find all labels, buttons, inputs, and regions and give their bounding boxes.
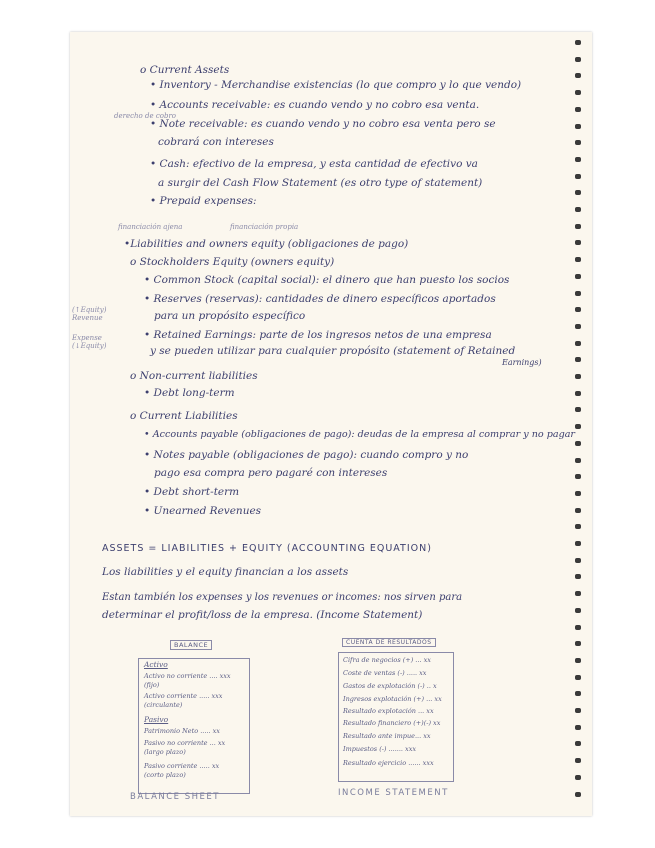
binding-hole xyxy=(575,73,581,78)
binding-hole xyxy=(575,107,581,112)
balance-entry: Patrimonio Neto ..... xx xyxy=(144,727,220,735)
binding-hole xyxy=(575,224,581,229)
binding-hole xyxy=(575,625,581,630)
income-entry: Resultado ante impue... xx xyxy=(343,732,431,740)
binding-hole xyxy=(575,775,581,780)
note-line: o Non-current liabilities xyxy=(130,370,258,382)
note-line: • Note receivable: es cuando vendo y no cobro esa venta pero se xyxy=(150,118,496,130)
margin-note-revenue: (↑Equity) Revenue xyxy=(72,306,107,322)
binding-hole xyxy=(575,124,581,129)
binding-hole xyxy=(575,524,581,529)
balance-entry: (circulante) xyxy=(144,701,183,709)
binding-hole xyxy=(575,458,581,463)
note-line: • Reserves (reservas): cantidades de dinero específicos aportados xyxy=(144,293,496,305)
binding-hole xyxy=(575,90,581,95)
binding-hole xyxy=(575,357,581,362)
binding-hole xyxy=(575,441,581,446)
binding-hole xyxy=(575,741,581,746)
binding-hole xyxy=(575,40,581,45)
binding-hole xyxy=(575,140,581,145)
binding-hole xyxy=(575,424,581,429)
balance-entry: (corto plazo) xyxy=(144,771,186,779)
note-line: a surgir del Cash Flow Statement (es otro type of statement) xyxy=(158,177,483,189)
note-line: Earnings) xyxy=(502,358,542,367)
note-line: determinar el profit/loss de la empresa. (Income Statement) xyxy=(102,609,423,621)
note-line: • Accounts receivable: es cuando vendo y no cobro esa venta. xyxy=(150,99,480,111)
accounting-equation: ASSETS = LIABILITIES + EQUITY (ACCOUNTING EQUATION) xyxy=(102,543,432,554)
margin-note-text: derecho de cobro xyxy=(114,112,177,120)
binding-hole xyxy=(575,374,581,379)
binding-hole xyxy=(575,691,581,696)
note-line: Estan también los expenses y los revenues or incomes: nos sirven para xyxy=(102,592,463,603)
spiral-binding xyxy=(569,40,589,810)
note-line: cobrará con intereses xyxy=(158,136,274,148)
note-heading: •Liabilities and owners equity (obligaciones de pago) xyxy=(124,238,409,250)
balance-entry: Activo xyxy=(144,660,168,669)
binding-hole xyxy=(575,708,581,713)
margin-note-financiacion-ajena: financiación ajena xyxy=(118,223,183,231)
binding-hole xyxy=(575,324,581,329)
balance-entry: Pasivo corriente ..... xx xyxy=(144,762,220,770)
income-statement-title: CUENTA DE RESULTADOS xyxy=(342,638,436,647)
income-entry: Resultado financiero (+)(-) xx xyxy=(343,719,441,727)
binding-hole xyxy=(575,658,581,663)
note-line: • Notes payable (obligaciones de pago): cuando compro y no xyxy=(144,449,469,461)
balance-sheet-caption: BALANCE SHEET xyxy=(130,792,220,802)
binding-hole xyxy=(575,174,581,179)
note-line: • Cash: efectivo de la empresa, y esta cantidad de efectivo va xyxy=(150,158,478,170)
income-entry: Resultado ejercicio ...... xxx xyxy=(343,759,434,767)
balance-entry: (largo plazo) xyxy=(144,748,186,756)
binding-hole xyxy=(575,591,581,596)
income-entry: Gastos de explotación (-) .. x xyxy=(343,682,437,690)
balance-entry: Pasivo no corriente ... xx xyxy=(144,739,226,747)
note-line: • Debt long-term xyxy=(144,387,235,399)
note-line: • Prepaid expenses: xyxy=(150,195,257,207)
income-entry: Ingresos explotación (+) ... xx xyxy=(343,695,442,703)
income-entry: Coste de ventas (-) ..... xx xyxy=(343,669,427,677)
note-line: o Current Liabilities xyxy=(130,410,238,422)
binding-hole xyxy=(575,541,581,546)
binding-hole xyxy=(575,240,581,245)
binding-hole xyxy=(575,407,581,412)
notebook-page xyxy=(70,32,592,816)
binding-hole xyxy=(575,274,581,279)
income-statement-caption: INCOME STATEMENT xyxy=(338,788,449,798)
binding-hole xyxy=(575,675,581,680)
binding-hole xyxy=(575,257,581,262)
balance-entry: (fijo) xyxy=(144,681,160,689)
note-line: para un propósito específico xyxy=(154,310,306,322)
binding-hole xyxy=(575,558,581,563)
binding-hole xyxy=(575,341,581,346)
balance-entry: Activo no corriente .... xxx xyxy=(144,672,231,680)
balance-entry: Pasivo xyxy=(144,715,169,724)
note-line: o Stockholders Equity (owners equity) xyxy=(130,256,335,268)
note-line: • Unearned Revenues xyxy=(144,505,262,517)
note-line: • Debt short-term xyxy=(144,486,240,498)
income-entry: Impuestos (-) ....... xxx xyxy=(343,745,417,753)
balance-sheet-title: BALANCE xyxy=(170,640,212,650)
income-entry: Cifra de negocios (+) ... xx xyxy=(343,656,431,664)
note-line: • Inventory - Merchandise existencias (lo que compro y lo que vendo) xyxy=(150,79,522,91)
margin-note-expense: Expense (↓Equity) xyxy=(72,334,107,350)
note-line: Los liabilities y el equity financian a los assets xyxy=(102,566,349,578)
binding-hole xyxy=(575,508,581,513)
binding-hole xyxy=(575,207,581,212)
margin-note-financiacion-propia: financiación propia xyxy=(230,223,299,231)
binding-hole xyxy=(575,641,581,646)
binding-hole xyxy=(575,307,581,312)
binding-hole xyxy=(575,190,581,195)
binding-hole xyxy=(575,758,581,763)
binding-hole xyxy=(575,391,581,396)
note-line: • Common Stock (capital social): el dinero que han puesto los socios xyxy=(144,274,510,286)
binding-hole xyxy=(575,57,581,62)
note-line: • Retained Earnings: parte de los ingresos netos de una empresa xyxy=(144,329,492,341)
note-line: • Accounts payable (obligaciones de pago): deudas de la empresa al comprar y no pagar xyxy=(144,429,576,440)
binding-hole xyxy=(575,574,581,579)
binding-hole xyxy=(575,291,581,296)
note-line: y se pueden utilizar para cualquier propósito (statement of Retained xyxy=(150,345,516,357)
binding-hole xyxy=(575,157,581,162)
income-entry: Resultado explotación ... xx xyxy=(343,707,434,715)
binding-hole xyxy=(575,491,581,496)
note-line: pago esa compra pero pagaré con intereses xyxy=(154,467,388,479)
binding-hole xyxy=(575,792,581,797)
binding-hole xyxy=(575,474,581,479)
note-line: o Current Assets xyxy=(140,64,230,76)
binding-hole xyxy=(575,608,581,613)
balance-entry: Activo corriente ..... xxx xyxy=(144,692,223,700)
binding-hole xyxy=(575,725,581,730)
